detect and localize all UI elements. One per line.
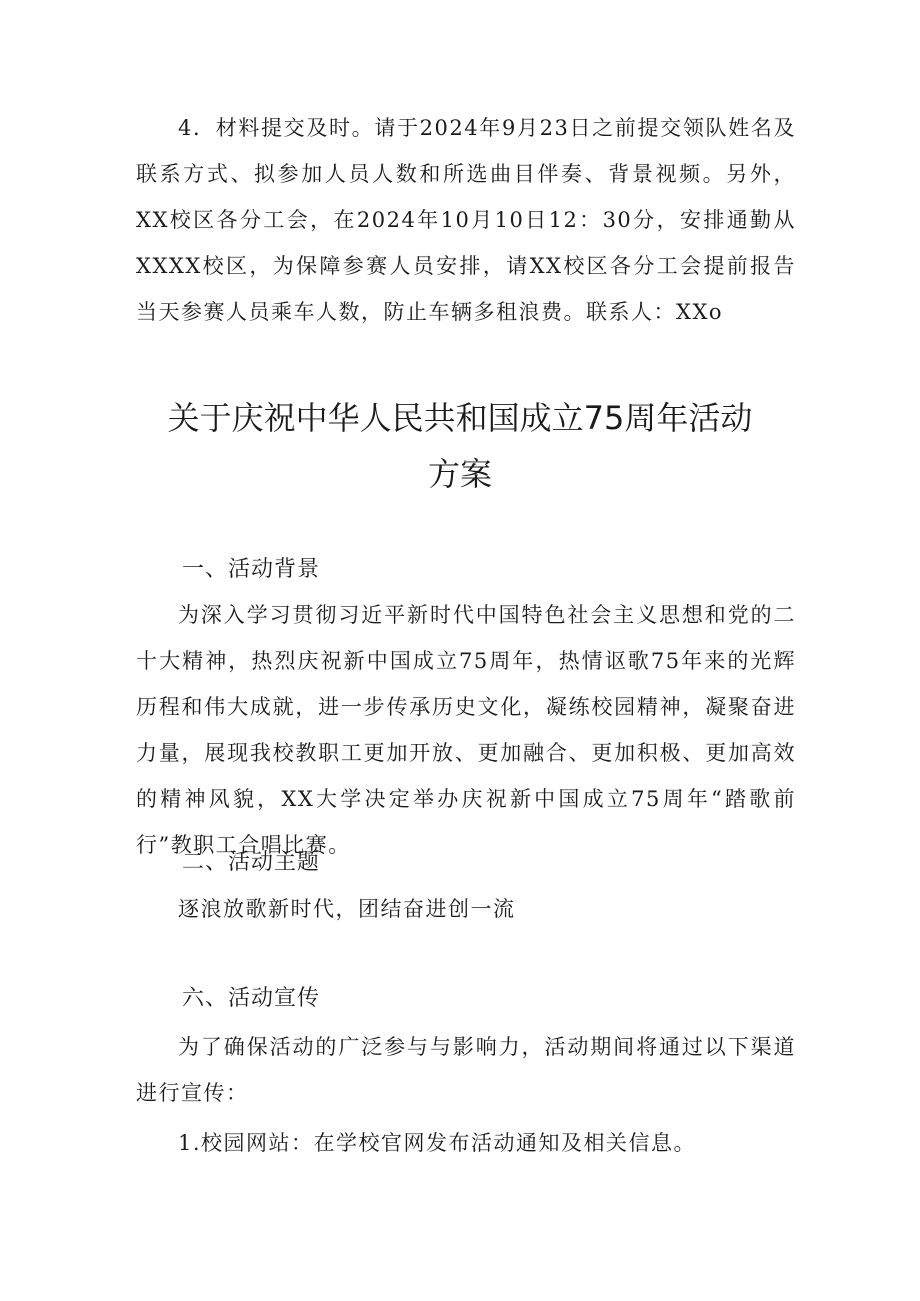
- materials-submission-paragraph: 4．材料提交及时。请于2024年9月23日之前提交领队姓名及联系方式、拟参加人员人数和所选曲目伴奏、背景视频。另外，XX校区各分工会，在2024年10月10日12：30分，安排通勤从XXXX校区，为保障参赛人员安排，请XX校区各分工会提前报告当天参赛人员乘车人数，防止车辆多租浪费。联系人：XXo: [136, 116, 796, 324]
- section-heading-background: 一、活动背景: [182, 557, 321, 582]
- section-heading-theme: 二、活动主题: [182, 850, 321, 875]
- document-title: [120, 390, 800, 502]
- document-title-line-2: 方案: [427, 455, 492, 493]
- promotion-list-item-1: 1.校园网站：在学校官网发布活动通知及相关信息。: [178, 1131, 697, 1155]
- document-title-line-1: 关于庆祝中华人民共和国成立75周年活动: [167, 399, 753, 437]
- promotion-paragraph: 为了确保活动的广泛参与与影响力，活动期间将通过以下渠道进行宣传：: [136, 1035, 796, 1105]
- section-heading-promotion: 六、活动宣传: [182, 986, 321, 1011]
- background-paragraph: 为深入学习贯彻习近平新时代中国特色社会主义思想和党的二十大精神，热烈庆祝新中国成立75周年，热情讴歌75年来的光辉历程和伟大成就，进一步传承历史文化，凝练校园精神，凝聚奋进力量，展现我校教职工更加开放、更加融合、更加积极、更加高效的精神风貌，XX大学决定举办庆祝新中国成立75周年“踏歌前行”教职工合唱比赛。: [136, 603, 796, 857]
- theme-paragraph: 逐浪放歌新时代，团结奋进创一流: [178, 897, 516, 921]
